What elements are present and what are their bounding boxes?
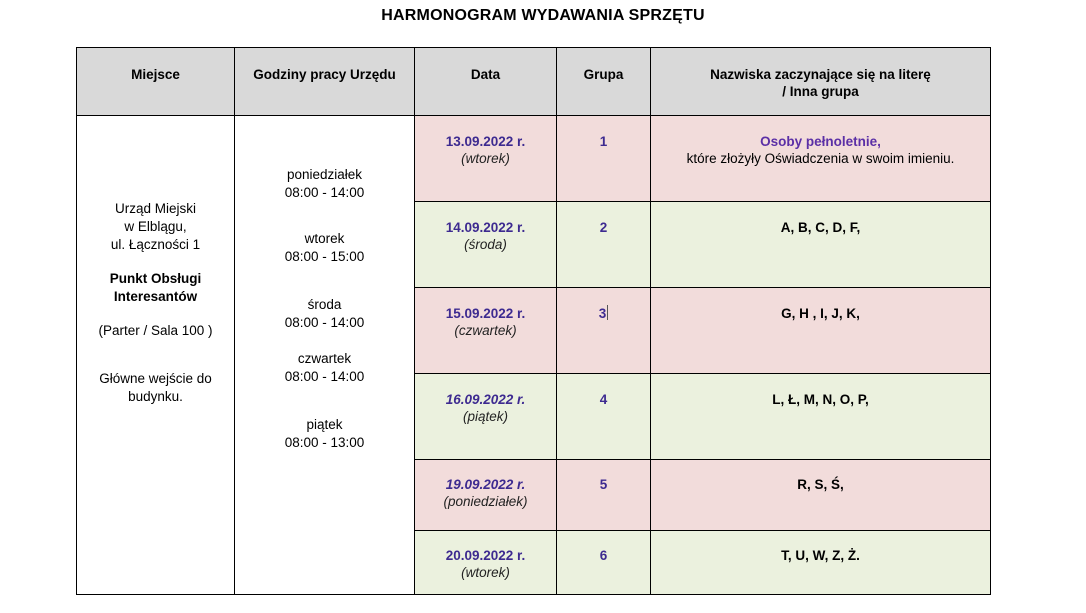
names-cell: A, B, C, D, F, xyxy=(651,202,991,288)
schedule-table xyxy=(76,47,991,595)
header-date: Data xyxy=(415,48,557,116)
place-line1: Urząd Miejski xyxy=(114,201,196,216)
group-cell xyxy=(557,288,651,374)
hours-day: poniedziałek xyxy=(286,167,363,182)
date-text: 19.09.2022 r. xyxy=(445,477,526,492)
place-line3: ul. Łączności 1 xyxy=(110,237,201,252)
names-cell xyxy=(651,116,991,202)
date-cell xyxy=(415,460,557,531)
date-cell xyxy=(415,531,557,595)
day-text: (wtorek) xyxy=(461,565,510,580)
day-text: (piątek) xyxy=(462,409,508,424)
date-cell xyxy=(415,116,557,202)
date-text: 13.09.2022 r. xyxy=(445,134,526,149)
date-cell xyxy=(415,288,557,374)
header-names-line1: Nazwiska zaczynające się na literę xyxy=(710,67,931,82)
place-line2: w Elblągu, xyxy=(124,219,187,234)
table-row xyxy=(77,116,991,202)
date-cell xyxy=(415,374,557,460)
document-title: HARMONOGRAM WYDAWANIA SPRZĘTU xyxy=(381,7,705,24)
names-cell: T, U, W, Z, Ż. xyxy=(651,531,991,595)
place-cell xyxy=(77,116,235,595)
text-cursor xyxy=(607,305,608,320)
names-cell: G, H , I, J, K, xyxy=(651,288,991,374)
hours-time: 08:00 - 14:00 xyxy=(284,369,365,384)
names-cell: L, Ł, M, N, O, P, xyxy=(651,374,991,460)
header-row xyxy=(77,48,991,116)
date-cell xyxy=(415,202,557,288)
hours-time: 08:00 - 13:00 xyxy=(284,435,365,450)
entrance-line1: Główne wejście do xyxy=(99,371,212,386)
hours-day: czwartek xyxy=(297,351,352,366)
group-cell: 6 xyxy=(557,531,651,595)
group-cell: 5 xyxy=(557,460,651,531)
header-names xyxy=(651,48,991,116)
header-names-line2: / Inna grupa xyxy=(782,84,859,99)
poi-line2: Interesantów xyxy=(113,289,198,304)
group-value: 3 xyxy=(598,306,607,321)
hours-time: 08:00 - 14:00 xyxy=(284,185,365,200)
group-cell: 1 xyxy=(557,116,651,202)
group-cell: 4 xyxy=(557,374,651,460)
date-text: 14.09.2022 r. xyxy=(445,220,526,235)
date-text: 16.09.2022 r. xyxy=(445,392,526,407)
day-text: (czwartek) xyxy=(454,323,517,338)
hours-time: 08:00 - 15:00 xyxy=(284,249,365,264)
room-text: (Parter / Sala 100 ) xyxy=(98,323,213,338)
hours-day: środa xyxy=(307,297,342,312)
group-cell: 2 xyxy=(557,202,651,288)
date-text: 20.09.2022 r. xyxy=(445,548,526,563)
entrance-line2: budynku. xyxy=(128,389,183,404)
header-hours: Godziny pracy Urzędu xyxy=(235,48,415,116)
hours-time: 08:00 - 14:00 xyxy=(284,315,365,330)
day-text: (wtorek) xyxy=(461,151,510,166)
header-place: Miejsce xyxy=(77,48,235,116)
header-group: Grupa xyxy=(557,48,651,116)
date-text: 15.09.2022 r. xyxy=(445,306,526,321)
hours-day: wtorek xyxy=(304,231,345,246)
hours-day: piątek xyxy=(306,417,343,432)
names-adult-label: Osoby pełnoletnie, xyxy=(760,134,881,149)
names-adult-desc: które złożyły Oświadczenia w swoim imieniu. xyxy=(686,151,955,166)
hours-cell xyxy=(235,116,415,595)
poi-line1: Punkt Obsługi xyxy=(109,271,202,286)
day-text: (poniedziałek) xyxy=(443,494,528,509)
names-cell: R, S, Ś, xyxy=(651,460,991,531)
day-text: (środa) xyxy=(464,237,507,252)
